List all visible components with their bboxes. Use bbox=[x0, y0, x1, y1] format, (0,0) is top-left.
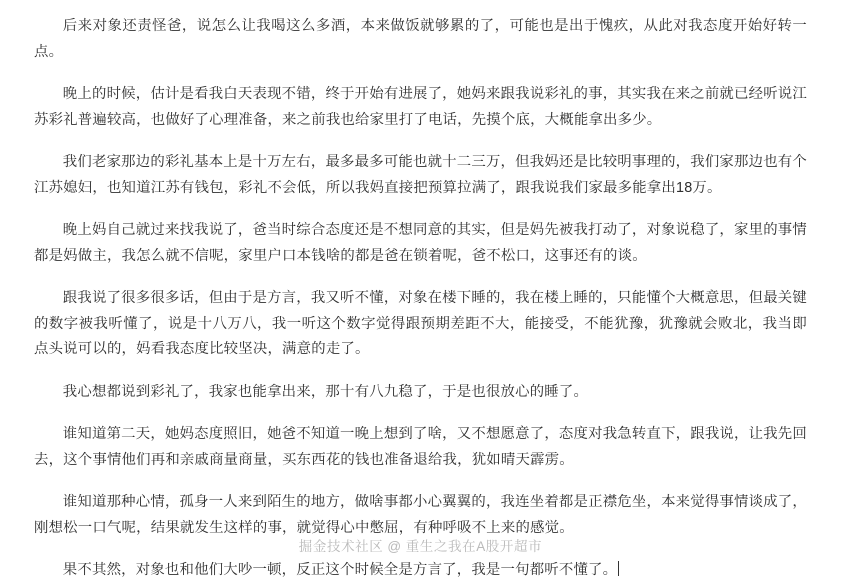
watermark-site: 掘金技术社区 bbox=[298, 539, 384, 554]
paragraph-1: 后来对象还责怪爸，说怎么让我喝这么多酒，本来做饭就够累的了，可能也是出于愧疚，从此对我态度开始好转一点。 bbox=[34, 18, 807, 60]
paragraph-7: 谁知道第二天，她妈态度照旧，她爸不知道一晚上想到了啥，又不想愿意了，态度对我急转直下，跟我说，让我先回去，这个事情他们再和亲戚商量商量，买东西花的钱也准备退给我，犹如晴天霹雳。 bbox=[34, 426, 807, 468]
watermark bbox=[0, 535, 841, 555]
paragraph-2: 晚上的时候，估计是看我白天表现不错，终于开始有进展了，她妈来跟我说彩礼的事，其实我在来之前就已经听说江苏彩礼普遍较高，也做好了心理准备，来之前我也给家里打了电话，先摸个底，大概能拿出多少。 bbox=[34, 86, 807, 128]
paragraph-9-text: 果不其然，对象也和他们大吵一顿，反正这个时候全是方言了，我是一句都听不懂了。 bbox=[62, 562, 618, 578]
paragraph-6: 我心想都说到彩礼了，我家也能拿出来，那十有八九稳了，于是也很放心的睡了。 bbox=[62, 383, 589, 400]
paragraph-9 bbox=[34, 558, 807, 584]
watermark-author: 重生之我在A股开超市 bbox=[405, 539, 543, 554]
text-caret bbox=[618, 561, 619, 576]
paragraph-5: 跟我说了很多很多话，但由于是方言，我又听不懂，对象在楼下睡的，我在楼上睡的，只能懂个大概意思，但最关键的数字被我听懂了，说是十八万八，我一听这个数字觉得跟预期差距不大，能接受，不能犹豫，犹豫就会败北，我当即点头说可以的，妈看我态度比较坚决，满意的走了。 bbox=[34, 290, 807, 357]
paragraph-8: 谁知道那种心情，孤身一人来到陌生的地方，做啥事都小心翼翼的，我连坐着都是正襟危坐，本来觉得事情谈成了，刚想松一口气呢，结果就发生这样的事，就觉得心中憋屈，有种呼吸不上来的感觉。 bbox=[34, 494, 807, 536]
article-body bbox=[34, 14, 807, 584]
paragraph-3: 我们老家那边的彩礼基本上是十万左右，最多最多可能也就十二三万，但我妈还是比较明事理的，我们家那边也有个江苏媳妇，也知道江苏有钱包，彩礼不会低，所以我妈直接把预算拉满了，跟我说我们家最多能拿出18万。 bbox=[34, 154, 807, 196]
watermark-separator: @ bbox=[387, 539, 402, 554]
paragraph-4: 晚上妈自己就过来找我说了，爸当时综合态度还是不想同意的其实，但是妈先被我打动了，对象说稳了，家里的事情都是妈做主，我怎么就不信呢，家里户口本钱啥的都是爸在锁着呢，爸不松口，这事还有的谈。 bbox=[34, 222, 807, 264]
